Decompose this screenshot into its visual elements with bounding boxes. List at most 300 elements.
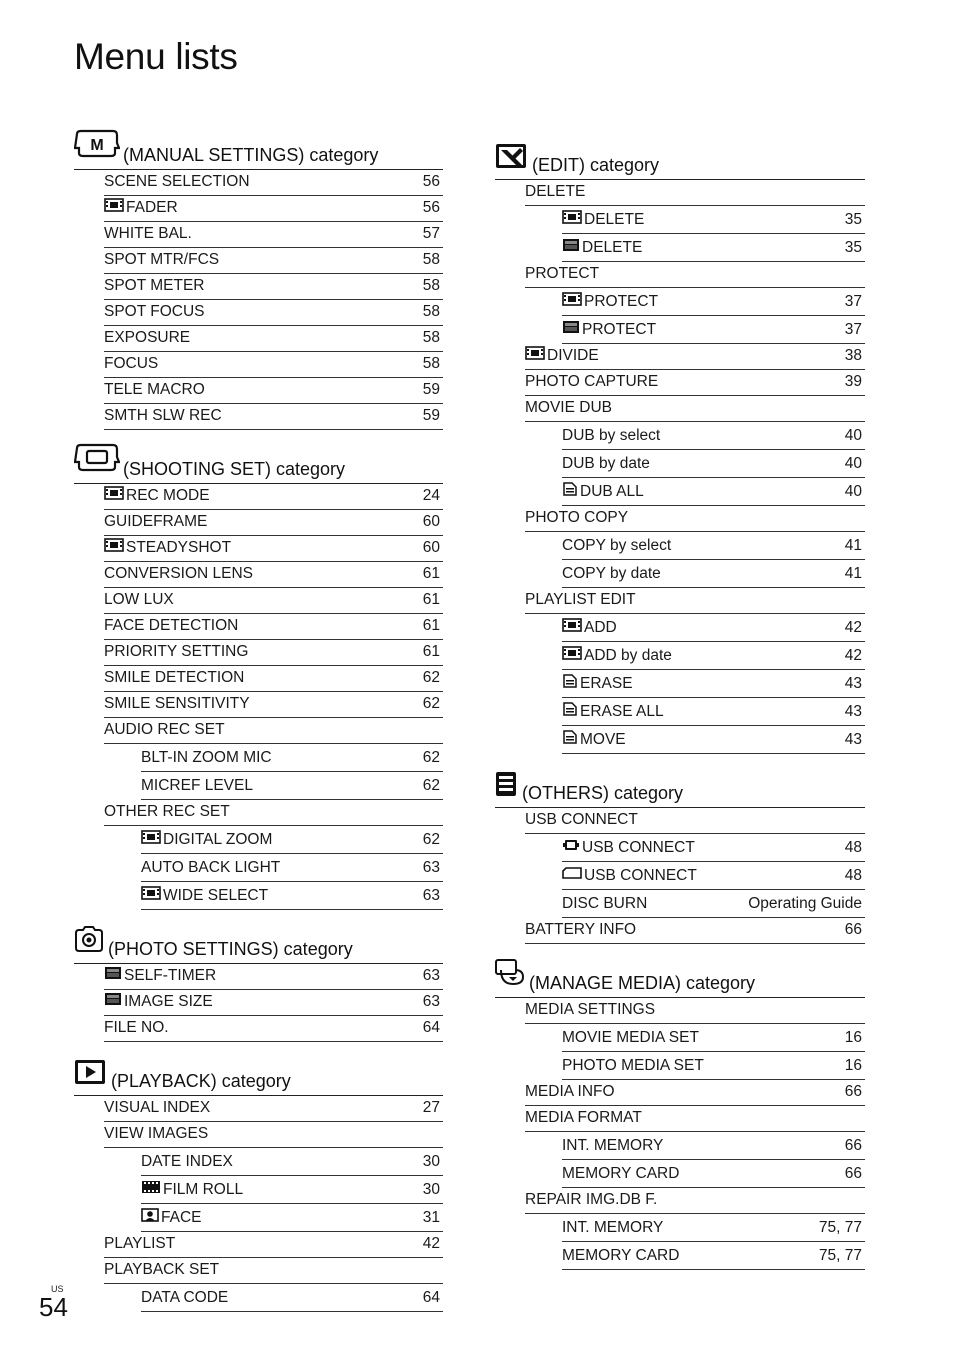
page-reference: 66 <box>844 1165 862 1182</box>
menu-item-label: DELETE <box>525 183 586 200</box>
menu-item-row <box>104 510 443 536</box>
menu-item-label: AUDIO REC SET <box>104 721 225 738</box>
category-header <box>495 772 865 808</box>
menu-item-entry <box>104 1099 210 1117</box>
category-title: (OTHERS) category <box>522 783 684 803</box>
menu-item-row <box>525 1106 865 1132</box>
page-reference: 62 <box>422 749 440 766</box>
menu-subitem-row <box>141 1284 443 1312</box>
menu-item-entry <box>525 921 636 939</box>
menu-item-row <box>525 180 865 206</box>
menu-item-row <box>104 300 443 326</box>
menu-item-label: MEDIA FORMAT <box>525 1109 642 1126</box>
menu-item-entry <box>525 346 599 365</box>
category-title: (MANUAL SETTINGS) category <box>123 145 379 165</box>
manual-settings-icon <box>74 129 120 164</box>
menu-item-row <box>104 562 443 588</box>
playback-icon <box>74 1059 106 1090</box>
menu-item-label: INT. MEMORY <box>562 1137 664 1154</box>
menu-subitem-row <box>562 890 865 918</box>
menu-item-label: DUB ALL <box>580 482 644 500</box>
playlist-icon <box>562 702 578 721</box>
menu-item-entry <box>562 210 644 229</box>
page-reference: 63 <box>422 887 440 904</box>
menu-item-label: DELETE <box>584 210 645 228</box>
menu-item-row <box>104 222 443 248</box>
page-reference: 63 <box>422 993 440 1010</box>
menu-item-entry <box>562 1165 679 1183</box>
memory-card-icon <box>562 866 582 885</box>
menu-item-label: SPOT MTR/FCS <box>104 251 220 268</box>
menu-item-label: INT. MEMORY <box>562 1219 664 1236</box>
menu-item-entry <box>104 565 253 583</box>
menu-item-entry <box>562 455 650 473</box>
menu-item-entry <box>562 646 672 665</box>
category-title: (SHOOTING SET) category <box>123 459 346 479</box>
page-reference: 58 <box>422 329 440 346</box>
photo-icon <box>104 992 122 1011</box>
menu-item-entry <box>562 427 660 445</box>
page-reference: 64 <box>422 1289 440 1306</box>
page-reference: 58 <box>422 355 440 372</box>
menu-item-label: PROTECT <box>525 265 600 282</box>
menu-item-label: MOVIE DUB <box>525 399 612 416</box>
menu-subitem-row <box>562 1024 865 1052</box>
menu-item-entry <box>525 265 599 283</box>
menu-item-entry <box>104 1019 169 1037</box>
menu-subitem-row <box>141 1204 443 1232</box>
menu-item-entry <box>562 1057 704 1075</box>
menu-item-entry <box>525 183 585 201</box>
menu-item-label: PLAYLIST EDIT <box>525 591 636 608</box>
menu-item-label: MEMORY CARD <box>562 1247 680 1264</box>
menu-subitem-row <box>562 834 865 862</box>
menu-subitem-row <box>141 854 443 882</box>
page-reference: 16 <box>844 1057 862 1074</box>
photo-icon <box>104 966 122 985</box>
menu-item-entry <box>525 1191 657 1209</box>
menu-item-label: IMAGE SIZE <box>124 992 213 1010</box>
page-reference: 62 <box>422 777 440 794</box>
menu-subitem-row <box>141 1148 443 1176</box>
category-header <box>495 962 865 998</box>
menu-item-entry <box>104 538 231 557</box>
page-reference: 60 <box>422 539 440 556</box>
menu-subitem-row <box>141 1176 443 1204</box>
menu-item-label: DISC BURN <box>562 895 648 912</box>
menu-item-label: USB CONNECT <box>584 866 697 884</box>
menu-item-entry <box>104 1235 175 1253</box>
menu-item-label: PLAYLIST <box>104 1235 176 1252</box>
category-section <box>74 448 443 910</box>
menu-subitem-row <box>562 614 865 642</box>
page-reference: 41 <box>844 565 862 582</box>
menu-item-row <box>104 484 443 510</box>
photo-icon <box>562 320 580 339</box>
menu-item-row <box>104 640 443 666</box>
left-column <box>74 134 443 1330</box>
menu-item-entry <box>562 702 664 721</box>
menu-item-entry <box>104 277 204 295</box>
menu-item-entry <box>525 373 658 391</box>
menu-item-label: GUIDEFRAME <box>104 513 208 530</box>
menu-item-entry <box>141 830 272 849</box>
menu-item-label: PHOTO CAPTURE <box>525 373 659 390</box>
menu-subitem-row <box>562 1214 865 1242</box>
page-reference: 24 <box>422 487 440 504</box>
menu-item-label: DUB by date <box>562 455 650 472</box>
film-roll-icon <box>141 1180 161 1199</box>
menu-item-entry <box>562 618 617 637</box>
page-reference: 64 <box>422 1019 440 1036</box>
menu-item-label: SMTH SLW REC <box>104 407 222 424</box>
page-reference: 48 <box>844 839 862 856</box>
menu-item-entry <box>104 173 250 191</box>
menu-subitem-row <box>141 772 443 800</box>
page-reference: 61 <box>422 591 440 608</box>
menu-item-label: WIDE SELECT <box>163 886 269 904</box>
menu-item-label: PROTECT <box>582 320 657 338</box>
menu-item-entry <box>562 482 644 501</box>
menu-item-entry <box>562 1137 663 1155</box>
menu-item-entry <box>104 1125 208 1143</box>
menu-item-row <box>104 536 443 562</box>
menu-subitem-row <box>562 862 865 890</box>
menu-item-entry <box>104 695 250 713</box>
menu-subitem-row <box>562 698 865 726</box>
menu-item-entry <box>562 866 697 885</box>
page-reference: 56 <box>422 173 440 190</box>
menu-item-row <box>525 918 865 944</box>
menu-item-label: PROTECT <box>584 292 659 310</box>
svg-text:M: M <box>90 137 104 154</box>
menu-subitem-row <box>562 642 865 670</box>
menu-item-label: VIEW IMAGES <box>104 1125 209 1142</box>
menu-item-label: FILM ROLL <box>163 1180 244 1198</box>
menu-item-row <box>104 378 443 404</box>
category-section <box>74 134 443 430</box>
menu-item-row <box>104 196 443 222</box>
menu-item-row <box>525 396 865 422</box>
menu-item-label: DIVIDE <box>547 346 599 364</box>
menu-item-label: LOW LUX <box>104 591 174 608</box>
page-reference: 40 <box>844 455 862 472</box>
menu-item-label: MEMORY CARD <box>562 1165 680 1182</box>
page-reference: 39 <box>844 373 862 390</box>
menu-item-entry <box>104 669 244 687</box>
shooting-set-icon <box>74 443 120 478</box>
page-reference: 43 <box>844 675 862 692</box>
menu-item-label: COPY by date <box>562 565 661 582</box>
page-reference: 37 <box>844 293 862 310</box>
menu-item-row <box>525 808 865 834</box>
page-reference: 27 <box>422 1099 440 1116</box>
menu-item-row <box>525 370 865 396</box>
page-reference: 62 <box>422 669 440 686</box>
menu-item-row <box>104 614 443 640</box>
menu-item-row <box>525 998 865 1024</box>
menu-item-row <box>104 352 443 378</box>
menu-item-row <box>525 262 865 288</box>
menu-item-row <box>104 404 443 430</box>
menu-item-entry <box>562 292 658 311</box>
menu-item-entry <box>562 537 671 555</box>
menu-item-row <box>104 1016 443 1042</box>
menu-item-label: SPOT METER <box>104 277 205 294</box>
menu-item-row <box>104 326 443 352</box>
menu-item-entry <box>141 1153 233 1171</box>
menu-item-label: SMILE DETECTION <box>104 669 245 686</box>
menu-item-row <box>104 718 443 744</box>
movie-icon <box>141 830 161 849</box>
menu-subitem-row <box>141 826 443 854</box>
page-reference: 62 <box>422 831 440 848</box>
menu-item-row <box>104 1096 443 1122</box>
menu-item-label: ADD <box>584 618 617 636</box>
photo-settings-icon <box>74 925 104 958</box>
page-reference: 16 <box>844 1029 862 1046</box>
page-reference: 63 <box>422 859 440 876</box>
menu-subitem-row <box>562 450 865 478</box>
menu-item-entry <box>562 674 633 693</box>
category-section <box>495 962 865 1270</box>
menu-item-entry <box>141 886 268 905</box>
menu-item-label: WHITE BAL. <box>104 225 192 242</box>
menu-item-row <box>104 1232 443 1258</box>
page-reference: 59 <box>422 407 440 424</box>
menu-item-row <box>104 692 443 718</box>
menu-subitem-row <box>562 206 865 234</box>
movie-icon <box>525 346 545 365</box>
movie-icon <box>104 538 124 557</box>
menu-subitem-row <box>562 532 865 560</box>
menu-item-entry <box>141 1180 243 1199</box>
menu-subitem-row <box>562 234 865 262</box>
category-title: (MANAGE MEDIA) category <box>529 973 756 993</box>
menu-item-entry <box>562 895 647 913</box>
menu-item-entry <box>525 509 628 527</box>
menu-item-entry <box>141 749 272 767</box>
category-header <box>74 134 443 170</box>
page-reference: 58 <box>422 277 440 294</box>
menu-item-label: COPY by select <box>562 537 672 554</box>
menu-item-row <box>104 248 443 274</box>
playlist-icon <box>562 482 578 501</box>
menu-subitem-row <box>141 882 443 910</box>
menu-item-entry <box>562 1219 663 1237</box>
edit-icon <box>495 143 527 174</box>
menu-item-row <box>525 588 865 614</box>
menu-item-row <box>104 170 443 196</box>
menu-item-label: PLAYBACK SET <box>104 1261 220 1278</box>
page-reference: 43 <box>844 731 862 748</box>
menu-subitem-row <box>141 744 443 772</box>
page-reference: 61 <box>422 617 440 634</box>
menu-item-entry <box>562 730 626 749</box>
menu-item-entry <box>104 407 222 425</box>
movie-icon <box>562 292 582 311</box>
menu-item-entry <box>562 1029 699 1047</box>
menu-item-label: ERASE ALL <box>580 702 664 720</box>
menu-item-label: MICREF LEVEL <box>141 777 253 794</box>
movie-icon <box>104 198 124 217</box>
page-reference: 37 <box>844 321 862 338</box>
category-title: (EDIT) category <box>532 155 660 175</box>
manage-media-icon <box>495 959 525 992</box>
menu-subitem-row <box>562 1160 865 1188</box>
menu-item-entry <box>104 329 190 347</box>
menu-item-entry <box>141 859 280 877</box>
menu-item-label: VISUAL INDEX <box>104 1099 211 1116</box>
playlist-icon <box>562 674 578 693</box>
movie-icon <box>562 646 582 665</box>
page-reference: 42 <box>422 1235 440 1252</box>
menu-item-entry <box>141 1208 201 1227</box>
menu-item-label: FOCUS <box>104 355 159 372</box>
menu-item-row <box>104 1258 443 1284</box>
menu-item-label: MEDIA SETTINGS <box>525 1001 656 1018</box>
page-reference: 66 <box>844 1137 862 1154</box>
page-title: Menu lists <box>74 36 238 77</box>
menu-item-label: DATE INDEX <box>141 1153 233 1170</box>
menu-item-entry <box>104 513 207 531</box>
menu-item-label: FILE NO. <box>104 1019 169 1036</box>
menu-item-row <box>525 344 865 370</box>
page-reference: 60 <box>422 513 440 530</box>
menu-item-row <box>104 800 443 826</box>
page-reference: 61 <box>422 643 440 660</box>
menu-item-label: ADD by date <box>584 646 672 664</box>
menu-item-label: ERASE <box>580 674 633 692</box>
menu-item-entry <box>104 992 213 1011</box>
menu-item-row <box>104 964 443 990</box>
menu-item-entry <box>104 198 178 217</box>
menu-item-label: SCENE SELECTION <box>104 173 250 190</box>
menu-item-label: BATTERY INFO <box>525 921 637 938</box>
menu-item-entry <box>104 643 248 661</box>
menu-item-row <box>104 274 443 300</box>
page-reference: 35 <box>844 239 862 256</box>
menu-item-entry <box>141 1289 228 1307</box>
category-header <box>74 928 443 964</box>
movie-icon <box>562 210 582 229</box>
playlist-icon <box>562 730 578 749</box>
menu-subitem-row <box>562 726 865 754</box>
menu-item-label: BLT-IN ZOOM MIC <box>141 749 272 766</box>
category-header <box>495 144 865 180</box>
menu-subitem-row <box>562 1132 865 1160</box>
photo-icon <box>562 238 580 257</box>
menu-item-label: FACE DETECTION <box>104 617 239 634</box>
menu-item-label: USB CONNECT <box>525 811 638 828</box>
menu-item-label: FACE <box>161 1208 202 1226</box>
menu-item-label: DUB by select <box>562 427 661 444</box>
page-reference: 58 <box>422 303 440 320</box>
menu-item-label: CONVERSION LENS <box>104 565 254 582</box>
menu-item-entry <box>562 238 642 257</box>
menu-item-label: OTHER REC SET <box>104 803 230 820</box>
page-number: 54 <box>39 1292 68 1322</box>
menu-item-entry <box>104 251 219 269</box>
menu-item-label: PHOTO MEDIA SET <box>562 1057 704 1074</box>
page-reference: 41 <box>844 537 862 554</box>
page-reference: 61 <box>422 565 440 582</box>
menu-item-label: MOVIE MEDIA SET <box>562 1029 699 1046</box>
menu-item-label: MOVE <box>580 730 626 748</box>
menu-item-label: PRIORITY SETTING <box>104 643 249 660</box>
menu-item-entry <box>525 1001 655 1019</box>
folio-region: US <box>51 1284 64 1294</box>
category-title: (PHOTO SETTINGS) category <box>108 939 353 959</box>
page-reference: 31 <box>422 1209 440 1226</box>
menu-item-row <box>525 506 865 532</box>
page-reference: 58 <box>422 251 440 268</box>
page-reference: 42 <box>844 647 862 664</box>
menu-item-row <box>104 990 443 1016</box>
menu-item-row <box>104 588 443 614</box>
right-column <box>495 144 865 1288</box>
page-reference: 30 <box>422 1181 440 1198</box>
menu-item-row <box>104 666 443 692</box>
menu-item-entry <box>525 1083 615 1101</box>
page-reference: 75, 77 <box>818 1219 862 1236</box>
menu-item-entry <box>104 1261 219 1279</box>
menu-item-entry <box>141 777 253 795</box>
movie-icon <box>562 618 582 637</box>
page-reference: 59 <box>422 381 440 398</box>
menu-item-entry <box>525 811 638 829</box>
menu-item-label: DELETE <box>582 238 643 256</box>
category-section <box>74 928 443 1042</box>
menu-item-entry <box>562 320 656 339</box>
menu-item-label: AUTO BACK LIGHT <box>141 859 281 876</box>
page-reference: 66 <box>844 1083 862 1100</box>
menu-subitem-row <box>562 1242 865 1270</box>
menu-item-entry <box>104 591 174 609</box>
page-reference: 57 <box>422 225 440 242</box>
menu-item-entry <box>562 838 695 857</box>
page-reference: 66 <box>844 921 862 938</box>
menu-item-label: SMILE SENSITIVITY <box>104 695 250 712</box>
menu-item-entry <box>104 381 205 399</box>
menu-item-row <box>104 1122 443 1148</box>
category-section <box>74 1060 443 1312</box>
menu-item-entry <box>104 721 225 739</box>
menu-item-entry <box>562 565 661 583</box>
page-reference: 62 <box>422 695 440 712</box>
menu-item-label: REPAIR IMG.DB F. <box>525 1191 658 1208</box>
page-reference: 40 <box>844 427 862 444</box>
page-reference: 48 <box>844 867 862 884</box>
menu-item-label: DIGITAL ZOOM <box>163 830 273 848</box>
menu-item-row <box>525 1080 865 1106</box>
menu-item-label: REC MODE <box>126 486 210 504</box>
page-reference: 56 <box>422 199 440 216</box>
menu-item-entry <box>525 591 636 609</box>
page-reference: 38 <box>844 347 862 364</box>
category-header <box>74 448 443 484</box>
movie-icon <box>104 486 124 505</box>
menu-item-entry <box>562 1247 679 1265</box>
menu-item-label: DATA CODE <box>141 1289 229 1306</box>
page-reference: 63 <box>422 967 440 984</box>
movie-icon <box>141 886 161 905</box>
menu-subitem-row <box>562 288 865 316</box>
menu-subitem-row <box>562 670 865 698</box>
menu-item-entry <box>104 303 204 321</box>
usb-icon <box>562 838 580 857</box>
menu-item-label: FADER <box>126 198 178 216</box>
